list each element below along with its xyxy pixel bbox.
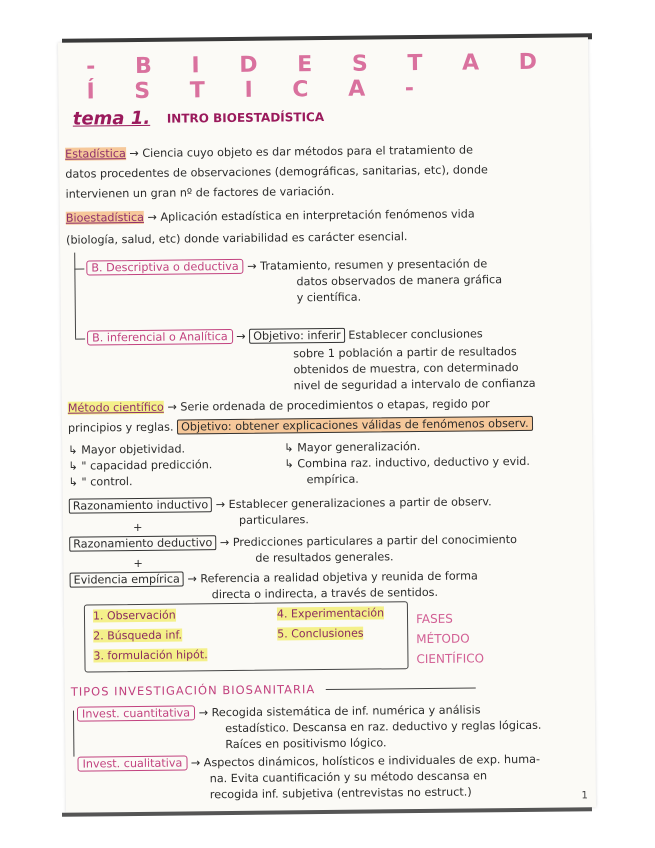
metodo-line-1 (68, 396, 490, 415)
metodo-text-1: → Serie ordenada de procedimientos o etapas, regido por (167, 397, 490, 414)
plus-2: + (133, 556, 143, 571)
metodo-text-2: principios y reglas. (67, 420, 174, 435)
inferencial-text-3: obtenidos de muestra, con determinado (293, 360, 519, 377)
page-number: 1 (581, 790, 588, 802)
deductivo-text-1: → Predicciones particulares a partir del conocimiento (219, 533, 518, 550)
cuanti-text-3: Raíces en positivismo lógico. (225, 736, 387, 752)
tema-title: INTRO BIOESTADÍSTICA (166, 110, 325, 126)
plus-1: + (132, 520, 143, 535)
estadistica-line-1 (65, 142, 473, 161)
evidencia-box: Evidencia empírica (70, 572, 184, 588)
metodo-term: Método científico (67, 400, 164, 415)
descriptiva-box: B. Descriptiva o deductiva (86, 259, 243, 276)
metodo-objetivo-box: Objetivo: obtener explicaciones válidas de fenómenos observ. (177, 416, 533, 435)
fase-1: 1. Observación (92, 608, 176, 623)
cuali-text-3: recogida inf. subjetiva (entrevistas no estruct.) (209, 785, 472, 802)
cuanti-box: Invest. cuantitativa (77, 705, 195, 721)
tipos-heading-text: TIPOS INVESTIGACIÓN BIOSANITARIA (70, 682, 316, 699)
metodo-right-1: ↳ Mayor generalización. (284, 440, 421, 455)
fases-label (416, 608, 484, 669)
tipos-heading-rule (326, 687, 476, 690)
deductivo-box: Razonamiento deductivo (69, 535, 216, 552)
descriptiva-text-3: y científica. (296, 290, 362, 305)
cuali-text-1: → Aspectos dinámicos, holísticos e individuales de exp. huma- (190, 752, 541, 770)
fases-box (84, 601, 409, 672)
estadistica-term: Estadística (65, 147, 126, 161)
estadistica-text-2: datos procedentes de observaciones (demográficas, sanitarias, etc), donde (65, 163, 488, 181)
bioestadistica-text-1: → Aplicación estadística en interpretación fenómenos vida (147, 207, 475, 224)
page-title: - B I D E S T A D Í S T I C A - (86, 49, 554, 105)
tree-connector-1 (74, 269, 84, 270)
tipos-heading (71, 680, 476, 698)
evidencia-text-2: directa o indirecta, a través de sentidos. (211, 585, 439, 602)
fase-2: 2. Búsqueda inf. (93, 628, 183, 643)
inferencial-text-1: Establecer conclusiones (348, 327, 483, 342)
cuanti-text-2: estadístico. Descansa en raz. deductivo y reglas lógicas. (225, 718, 542, 736)
fase-3: 3. formulación hipót. (93, 648, 208, 663)
inferencial-row: B. inferencial o Analítica → Objetivo: inferir Establecer conclusiones (87, 326, 483, 345)
estadistica-text-1: → Ciencia cuyo objeto es dar métodos para el tratamiento de (129, 143, 474, 161)
bioestadistica-term: Bioestadística (65, 210, 145, 225)
deductivo-text-2: de resultados generales. (255, 550, 394, 565)
descriptiva-text-2: datos observados de manera gráfica (296, 273, 503, 289)
tema-label: tema 1. (72, 107, 151, 130)
metodo-line-2 (68, 416, 533, 436)
metodo-left-1: ↳ Mayor objetividad. (68, 442, 186, 457)
cuanti-text-1: → Recogida sistemática de inf. numérica y análisis (198, 703, 481, 720)
notebook-page (58, 37, 596, 813)
inferencial-objective-box: Objetivo: inferir (249, 328, 345, 344)
inferencial-text-2: sobre 1 población a partir de resultados (293, 345, 517, 361)
descriptiva-text-1: → Tratamiento, resumen y presentación de (247, 257, 488, 273)
tree-connector-vertical (74, 253, 76, 339)
bioestadistica-line-1 (66, 206, 475, 225)
fase-5: 5. Conclusiones (277, 626, 364, 641)
metodo-left-3: ↳ " control. (68, 475, 133, 489)
cuali-box: Invest. cualitativa (77, 755, 187, 771)
cuali-text-2: na. Evita cuantificación y su método descansa en (209, 769, 488, 786)
inductivo-text-2: particulares. (238, 513, 309, 527)
inductivo-box: Razonamiento inductivo (69, 497, 212, 514)
inferencial-text-4: nivel de seguridad a intervalo de confianza (293, 376, 536, 393)
metodo-right-3: empírica. (306, 472, 359, 487)
estadistica-text-3: intervienen un gran nº de factores de variación. (65, 184, 335, 201)
metodo-left-2: ↳ " capacidad predicción. (68, 458, 213, 473)
tree-connector-2 (75, 339, 85, 340)
fases-label-3: CIENTÍFICO (416, 651, 485, 667)
inferencial-box: B. inferencial o Analítica (87, 329, 233, 346)
bioestadistica-text-2: (biología, salud, etc) donde variabilidad es carácter esencial. (65, 230, 408, 247)
evidencia-text-1: → Referencia a realidad objetiva y reunida de forma (187, 569, 478, 586)
fases-label-2: MÉTODO (416, 631, 470, 647)
inductivo-row (69, 494, 492, 513)
metodo-right-2: ↳ Combina raz. inductivo, deductivo y evid. (284, 454, 531, 471)
tipos-connector-vertical (73, 711, 74, 757)
inductivo-text-1: → Establecer generalizaciones a partir de observ. (215, 495, 492, 512)
fases-label-1: FASES (415, 611, 453, 627)
fase-4: 4. Experimentación (276, 606, 385, 621)
